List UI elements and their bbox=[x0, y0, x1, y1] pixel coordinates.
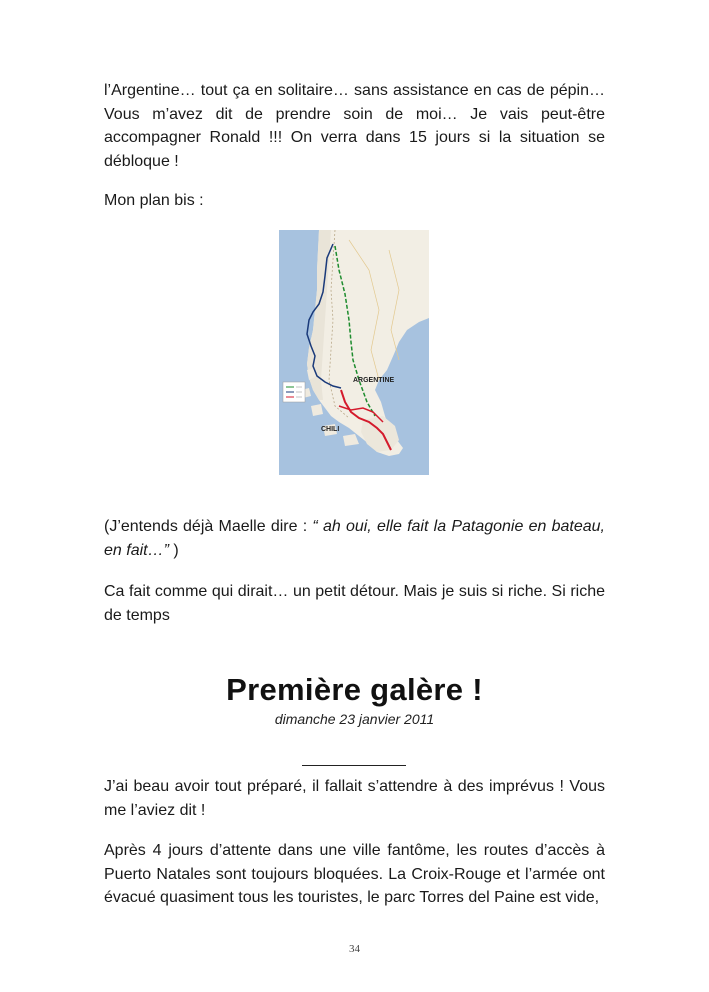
paragraph-detour: Ca fait comme qui dirait… un petit détour. Mais je suis si riche. Si riche de temps bbox=[104, 583, 605, 624]
section-date: dimanche 23 janvier 2011 bbox=[274, 711, 435, 727]
section-title: Première galère ! bbox=[226, 672, 483, 707]
paragraph-plan-bis: Mon plan bis : bbox=[104, 192, 204, 209]
paragraph-puerto-natales: Après 4 jours d’attente dans une ville fantôme, les routes d’accès à Puerto Natales sont toujours bloquées. La Croix-Rouge et l’armée ont évacué quasiment tous les touristes, le parc Torres del Paine est vide, bbox=[104, 842, 605, 906]
section-divider bbox=[302, 765, 406, 766]
map-label-chile: CHILI bbox=[321, 426, 340, 433]
paragraph-intro: l’Argentine… tout ça en solitaire… sans assistance en cas de pépin… Vous m’avez dit de prendre soin de moi… Je vais peut-être accompagner Ronald !!! On verra dans 15 jours si la situation se débloque ! bbox=[104, 82, 605, 170]
map-label-argentina: ARGENTINE bbox=[353, 377, 395, 384]
map-graphic bbox=[279, 230, 429, 475]
page-number: 34 bbox=[349, 943, 360, 955]
paragraph-maelle bbox=[104, 515, 605, 562]
paragraph-maelle-end: ) bbox=[168, 541, 179, 559]
paragraph-maelle-quote: “ ah oui, elle fait la Patagonie en bateau, en fait…” bbox=[104, 518, 605, 559]
patagonia-route-map bbox=[279, 230, 429, 475]
paragraph-imprevus: J’ai beau avoir tout préparé, il fallait s’attendre à des imprévus ! Vous me l’aviez dit ! bbox=[104, 778, 605, 819]
paragraph-maelle-start: (J’entends déjà Maelle dire : bbox=[104, 518, 313, 535]
